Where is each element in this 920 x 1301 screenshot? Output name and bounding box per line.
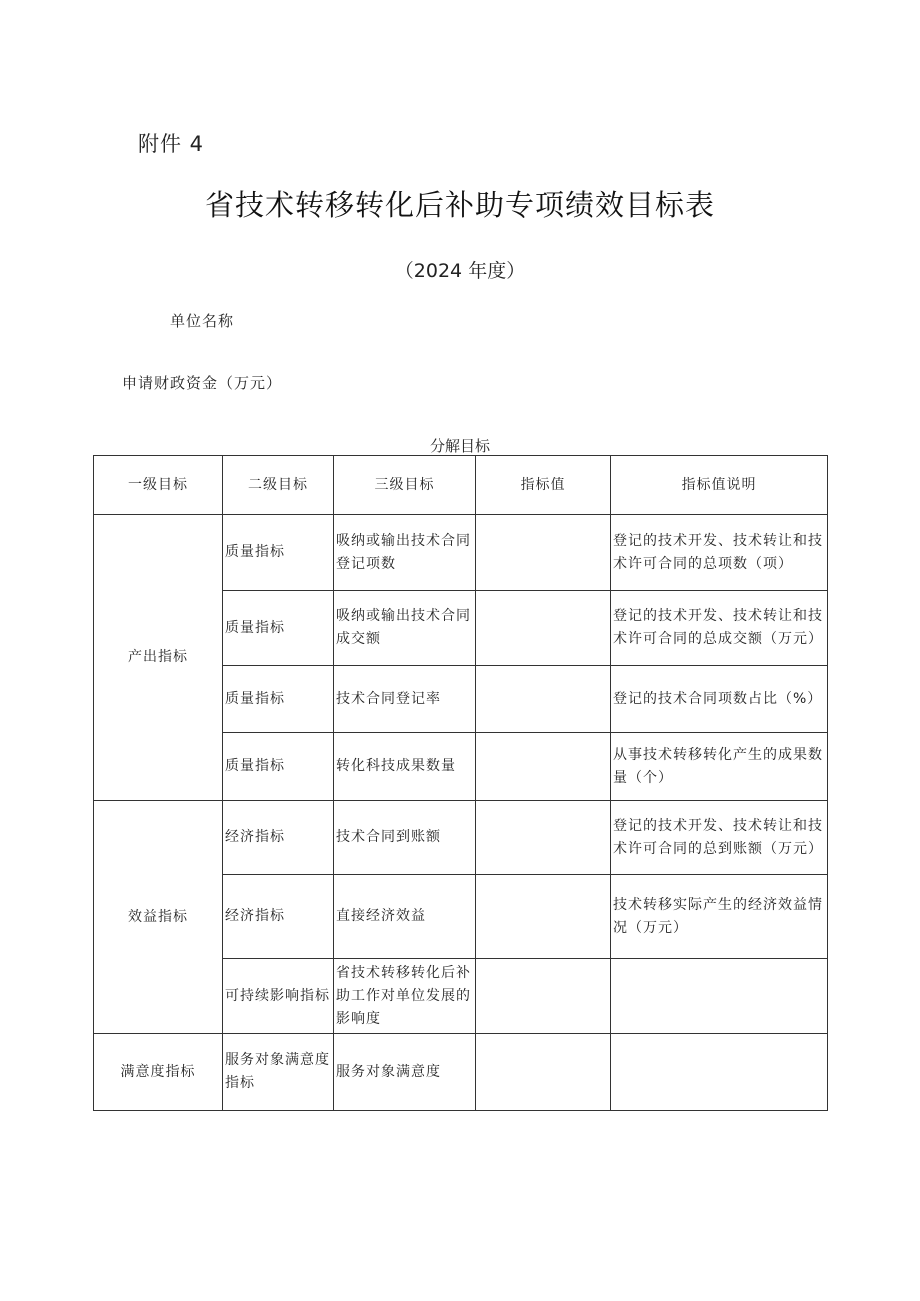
level2-cell: 质量指标 xyxy=(223,591,334,666)
table-row xyxy=(94,515,828,591)
level2-cell: 质量指标 xyxy=(223,666,334,733)
level3-cell: 吸纳或输出技术合同成交额 xyxy=(334,591,476,666)
value-cell[interactable] xyxy=(476,1034,611,1111)
level1-cell: 满意度指标 xyxy=(94,1034,223,1111)
value-cell[interactable] xyxy=(476,733,611,801)
note-cell: 登记的技术合同项数占比（%） xyxy=(611,666,828,733)
value-cell[interactable] xyxy=(476,959,611,1034)
level2-cell: 经济指标 xyxy=(223,875,334,959)
table-row xyxy=(94,801,828,875)
table-row xyxy=(94,1034,828,1111)
level2-cell: 经济指标 xyxy=(223,801,334,875)
value-cell[interactable] xyxy=(476,515,611,591)
column-header-note: 指标值说明 xyxy=(611,456,828,515)
unit-name-label: 单位名称 xyxy=(170,312,235,330)
column-header-level2: 二级目标 xyxy=(223,456,334,515)
column-header-value: 指标值 xyxy=(476,456,611,515)
value-cell[interactable] xyxy=(476,666,611,733)
year-label: （2024 年度） xyxy=(394,260,526,282)
fund-amount-label: 申请财政资金（万元） xyxy=(122,374,283,392)
level2-cell: 质量指标 xyxy=(223,515,334,591)
level2-cell: 可持续影响指标 xyxy=(223,959,334,1034)
note-cell xyxy=(611,959,828,1034)
level2-cell: 服务对象满意度指标 xyxy=(223,1034,334,1111)
level3-cell: 转化科技成果数量 xyxy=(334,733,476,801)
table-caption: 分解目标 xyxy=(429,437,490,455)
attachment-label: 附件 4 xyxy=(138,132,205,156)
note-cell: 从事技术转移转化产生的成果数量（个） xyxy=(611,733,828,801)
note-cell xyxy=(611,1034,828,1111)
level1-cell: 效益指标 xyxy=(94,801,223,1034)
level3-cell: 技术合同登记率 xyxy=(334,666,476,733)
value-cell[interactable] xyxy=(476,591,611,666)
goals-table xyxy=(93,455,828,1111)
column-header-level1: 一级目标 xyxy=(94,456,223,515)
level3-cell: 直接经济效益 xyxy=(334,875,476,959)
level3-cell: 服务对象满意度 xyxy=(334,1034,476,1111)
level3-cell: 吸纳或输出技术合同登记项数 xyxy=(334,515,476,591)
column-header-level3: 三级目标 xyxy=(334,456,476,515)
note-cell: 登记的技术开发、技术转让和技术许可合同的总成交额（万元） xyxy=(611,591,828,666)
page-title: 省技术转移转化后补助专项绩效目标表 xyxy=(204,188,715,222)
level2-cell: 质量指标 xyxy=(223,733,334,801)
value-cell[interactable] xyxy=(476,875,611,959)
level1-cell: 产出指标 xyxy=(94,515,223,801)
note-cell: 技术转移实际产生的经济效益情况（万元） xyxy=(611,875,828,959)
level3-cell: 技术合同到账额 xyxy=(334,801,476,875)
level3-cell: 省技术转移转化后补助工作对单位发展的影响度 xyxy=(334,959,476,1034)
value-cell[interactable] xyxy=(476,801,611,875)
note-cell: 登记的技术开发、技术转让和技术许可合同的总项数（项） xyxy=(611,515,828,591)
table-header-row xyxy=(94,456,828,515)
note-cell: 登记的技术开发、技术转让和技术许可合同的总到账额（万元） xyxy=(611,801,828,875)
